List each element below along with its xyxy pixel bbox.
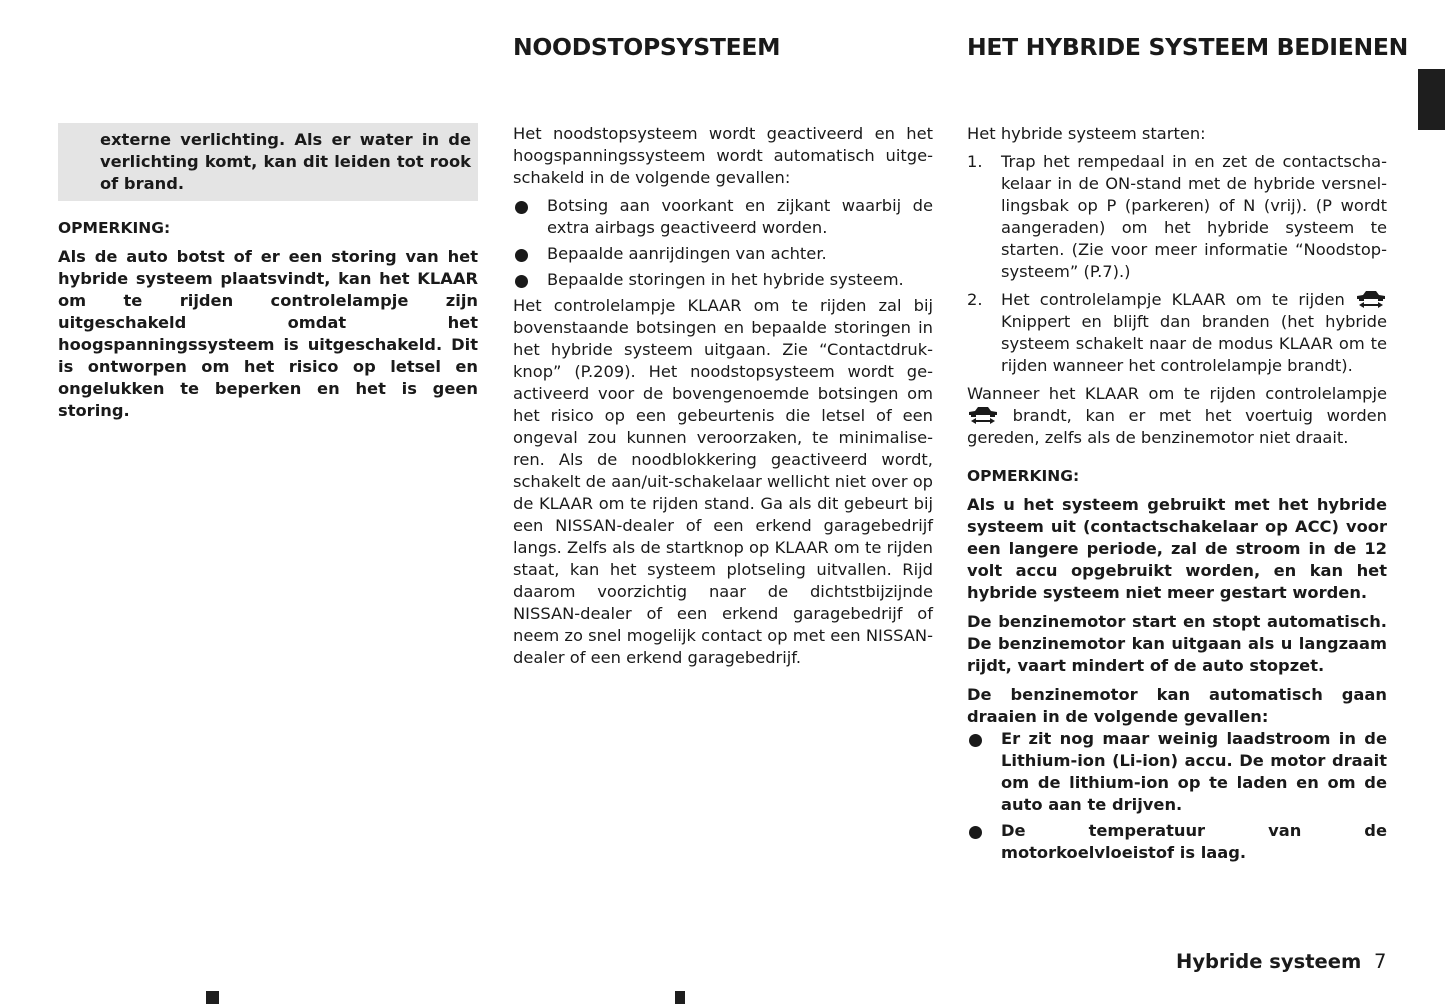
intro-paragraph: Het noodstopsysteem wordt geactiveerd en het hoogspanningssysteem wordt automatisch uitgeschakeld in de volgende gevallen: xyxy=(513,124,933,187)
page-number: 7 xyxy=(1374,950,1387,973)
note-paragraph: Als u het systeem gebruikt met het hybride systeem uit (contactschakelaar op ACC) voor een langere periode, zal de stroom in de 12 volt accu opgebruikt worden, en kan het hybride systeem niet meer gestart worden. xyxy=(967,495,1387,602)
bullet-icon xyxy=(969,734,982,747)
step-item: 2. Het controlelampje KLAAR om te rijden Knippert en blijft dan branden (het hybride systeem schakelt naar de modus KLAAR om te rijden wanneer het controlelampje brandt). xyxy=(967,290,1387,375)
note-label: OPMERKING: xyxy=(58,219,171,237)
list-item: Er zit nog maar weinig laadstroom in de Lithium-ion (Li-ion) accu. De motor draait om de lithium-ion op te laden en om de auto aan te drijven. xyxy=(967,728,1387,816)
section-title-noodstopsysteem: NOODSTOPSYSTEEM xyxy=(513,33,781,61)
ready-to-drive-car-icon xyxy=(1355,289,1387,309)
warning-box xyxy=(58,123,478,201)
middle-column xyxy=(513,123,933,669)
step-item xyxy=(967,151,1387,283)
note-label: OPMERKING: xyxy=(967,467,1080,485)
crop-mark xyxy=(675,991,685,1004)
section-title-hybride-bedienen: HET HYBRIDE SYSTEEM BEDIENEN xyxy=(967,33,1408,61)
step-text: Trap het rempedaal in en zet de contactschakelaar in de ON-stand met de hybride versnellingsbak op P (parkeren) of N (vrij). (P wordt aangeraden) om het hybride systeem te starten. (Zie voor meer informatie “Noodstopsysteem” (P.7).) xyxy=(1001,152,1387,281)
ready-paragraph: Wanneer het KLAAR om te rijden controlelampje brandt, kan er met het voertuig worden gereden, zelfs als de benzinemotor niet draait. xyxy=(967,384,1387,447)
chapter-thumb-tab xyxy=(1418,69,1445,130)
note-text: Als de auto botst of er een storing van het hybride systeem plaatsvindt, kan het KLAAR om te rijden controlelampje zijn uitgeschakeld omdat het hoogspanningssysteem is uitgeschakeld. Dit is ontworpen om het risico op letsel en ongelukken te beperken en het is geen storing. xyxy=(58,247,478,420)
note-bullet-list xyxy=(967,728,1387,864)
note-paragraph: De benzinemotor kan automatisch gaan draaien in de volgende gevallen: xyxy=(967,685,1387,726)
list-item: Bepaalde aanrijdingen van achter. xyxy=(513,243,933,265)
left-column xyxy=(58,123,478,422)
list-item: De temperatuur van de motorkoelvloeistof is laag. xyxy=(967,820,1387,864)
list-item: Botsing aan voorkant en zijkant waarbij de extra airbags geactiveerd worden. xyxy=(513,195,933,239)
bullet-list xyxy=(513,195,933,291)
bullet-icon xyxy=(515,275,528,288)
step-number: 1. xyxy=(967,152,983,171)
note-paragraph: De benzinemotor start en stopt automatisch. De benzinemotor kan uitgaan als u langzaam rijdt, vaart mindert of de auto stopzet. xyxy=(967,612,1387,675)
bullet-icon xyxy=(515,201,528,214)
steps-list xyxy=(967,151,1387,377)
bullet-icon xyxy=(515,249,528,262)
ready-to-drive-car-icon xyxy=(967,405,999,425)
footer-section-label: Hybride systeem xyxy=(1176,950,1362,973)
warning-text: externe verlichting. Als er water in de verlichting komt, kan dit leiden tot rook of brand. xyxy=(100,130,471,193)
crop-mark xyxy=(206,991,219,1004)
intro-paragraph: Het hybride systeem starten: xyxy=(967,124,1206,143)
right-column xyxy=(967,123,1387,868)
step-number: 2. xyxy=(967,290,983,309)
list-item: Bepaalde storingen in het hybride systeem. xyxy=(513,269,933,291)
bullet-icon xyxy=(969,826,982,839)
body-paragraph: Het controlelampje KLAAR om te rijden zal bij bovenstaande botsingen en bepaalde storingen in het hybride systeem uitgaan. Zie “Contactdrukknop” (P.209). Het noodstopsysteem wordt geactiveerd voor de bovengenoemde botsingen om het risico op een gebeurtenis die letsel of een ongeval zou kunnen veroorzaken, te minimaliseren. Als de noodblokkering geactiveerd wordt, schakelt de aan/uit-schakelaar wellicht niet over op de KLAAR om te rijden stand. Ga als dit gebeurt bij een NISSAN-dealer of een erkend garagebedrijf langs. Zelfs als de startknop op KLAAR om te rijden staat, kan het systeem plotseling uitvallen. Rijd daarom voorzichtig naar de dichtstbijzijnde NISSAN-dealer of een erkend garagebedrijf of neem zo snel mogelijk contact op met een NISSAN-dealer of een erkend garagebedrijf. xyxy=(513,296,933,667)
